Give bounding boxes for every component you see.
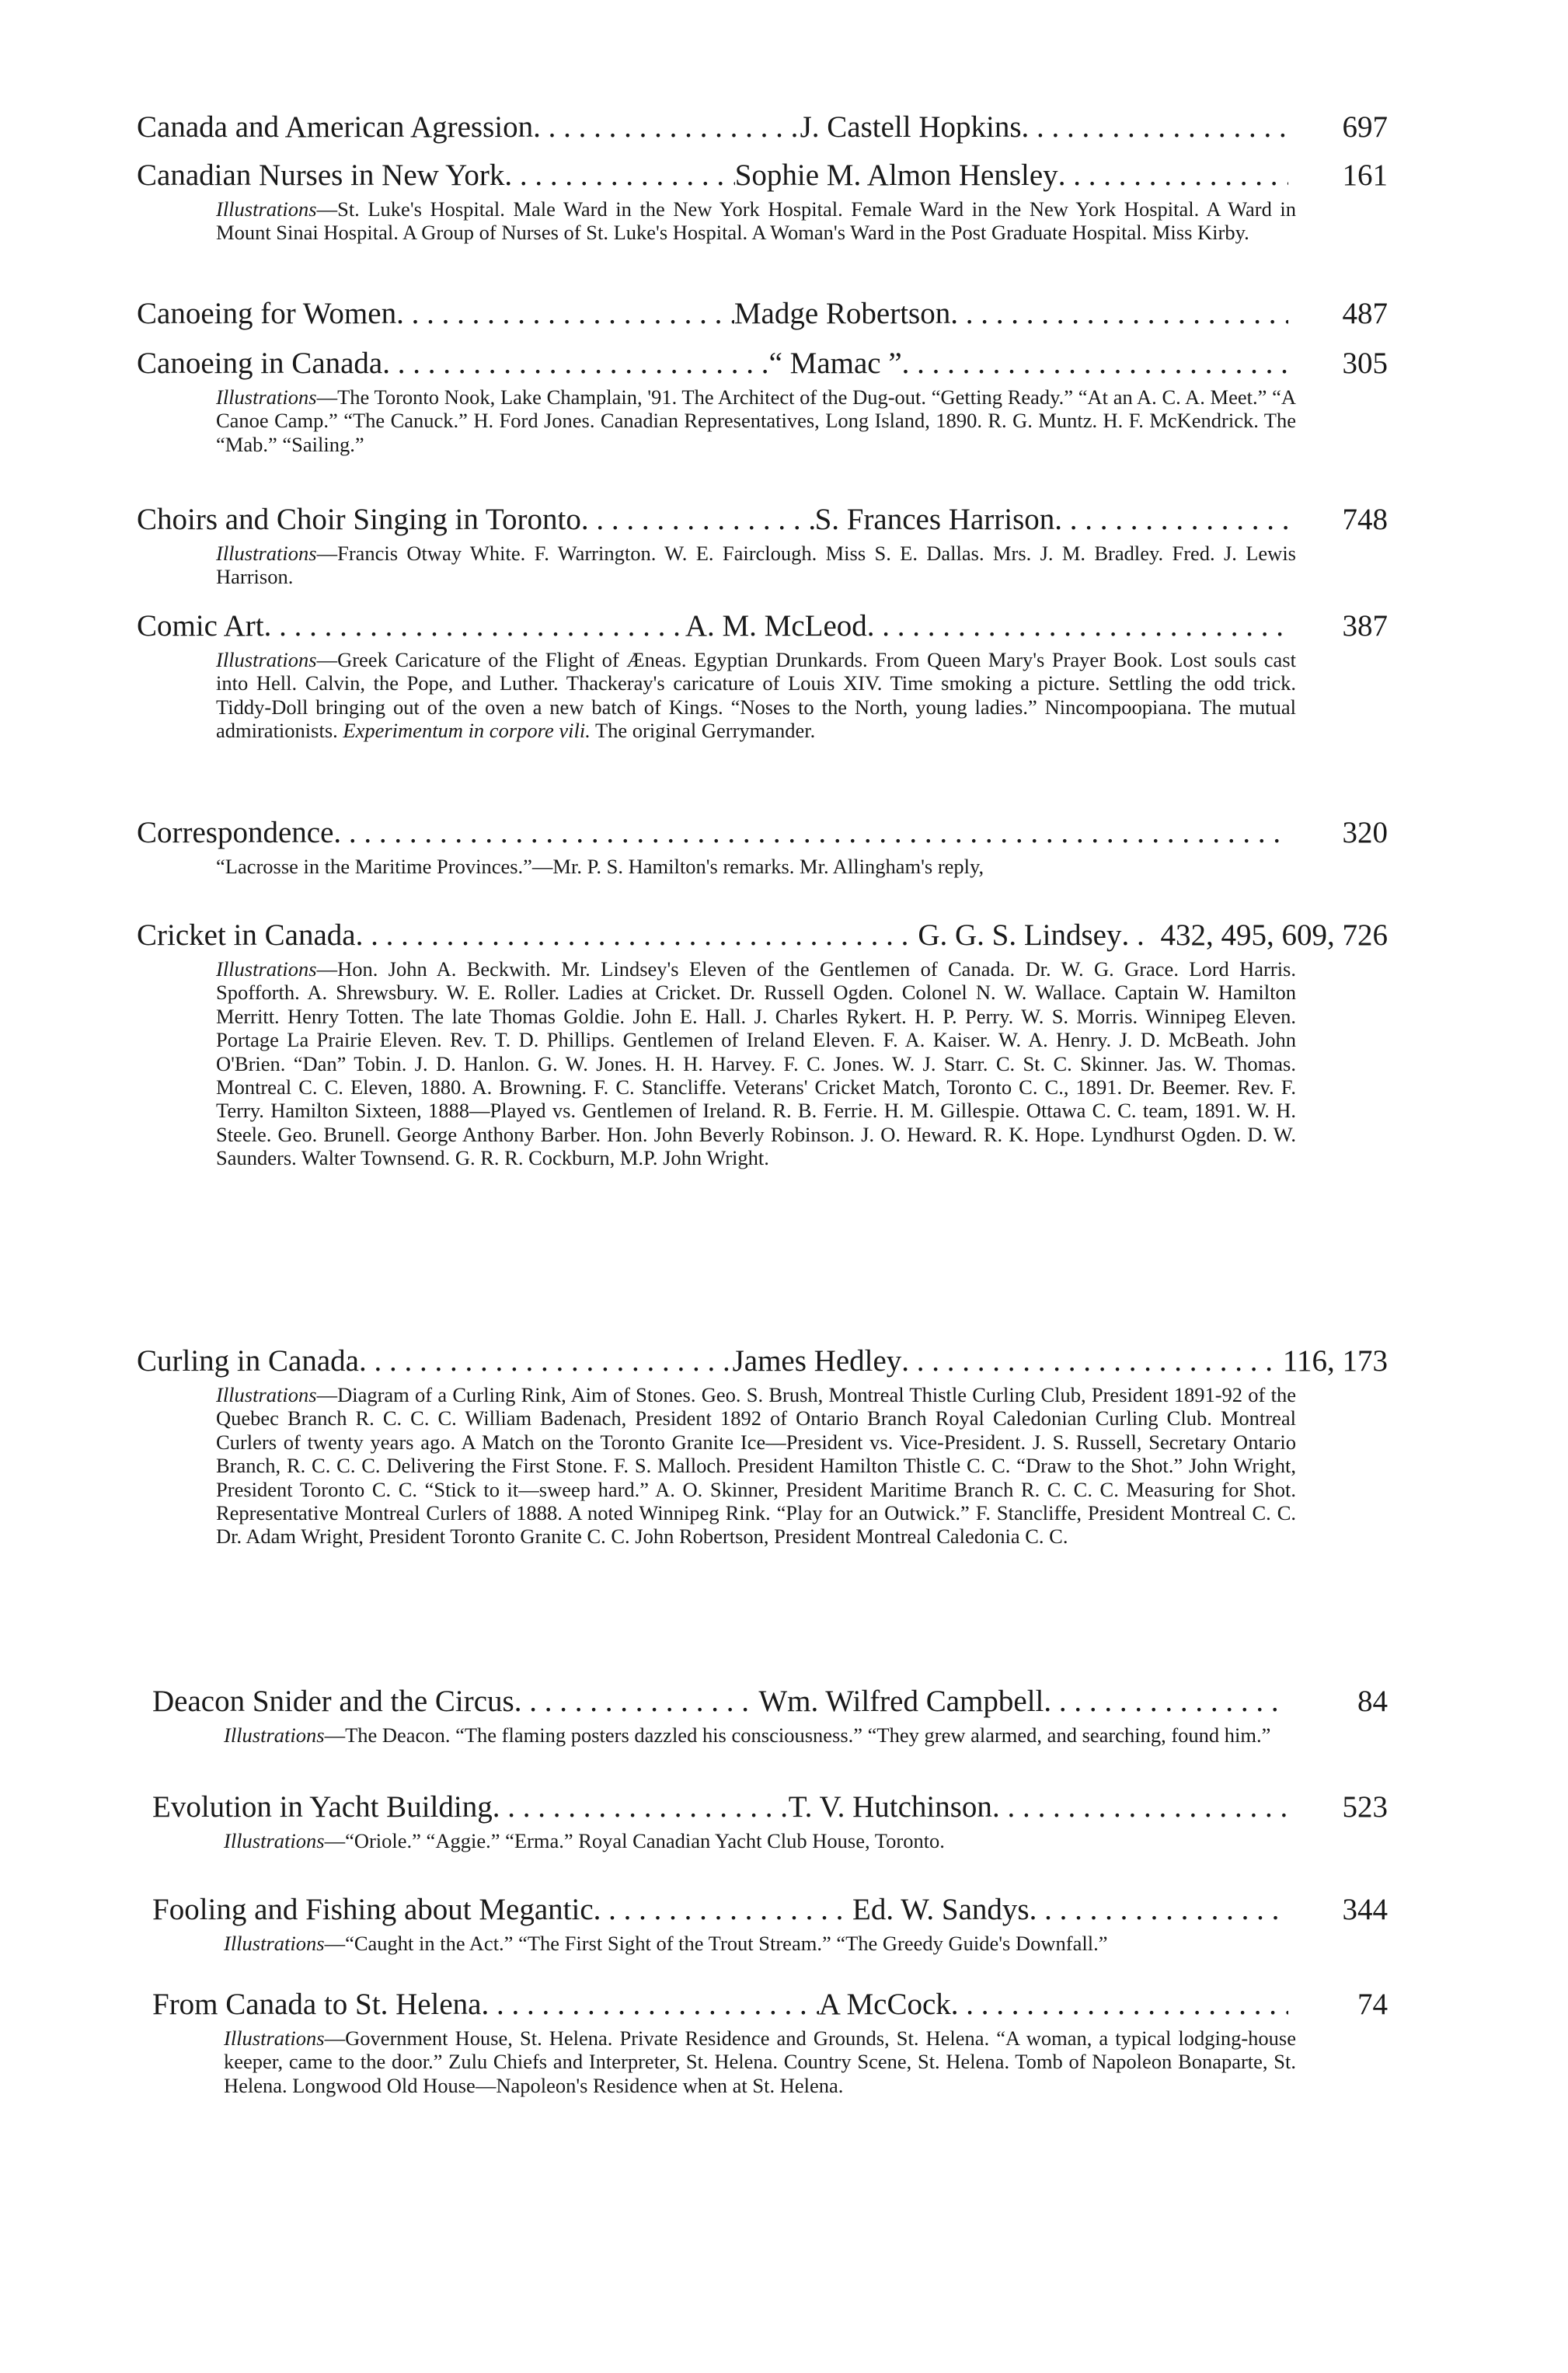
dot-leader — [992, 1789, 1288, 1826]
entry-author: Sophie M. Almon Hensley — [734, 159, 1058, 192]
em-dash: — — [316, 385, 338, 409]
entry-heading — [137, 608, 1388, 645]
dot-leader — [356, 917, 918, 954]
entry-heading — [152, 1789, 1388, 1826]
entry-heading — [137, 917, 1388, 954]
dot-leader — [581, 501, 815, 538]
entry-title: Fooling and Fishing about Megantic — [152, 1893, 594, 1926]
entry-author: T. V. Hutchinson — [788, 1790, 992, 1824]
illustrations-list — [224, 1829, 1388, 1852]
entry-author: Ed. W. Sandys — [852, 1893, 1030, 1926]
entry-title: Canada and American Agression — [137, 110, 534, 144]
index-entry — [152, 1891, 1388, 1955]
dot-leader — [482, 1986, 819, 2023]
entry-author: Madge Robertson — [733, 297, 951, 330]
dot-leader — [264, 608, 685, 645]
illustrations-list — [216, 1383, 1388, 1549]
illustrations-list — [216, 385, 1388, 456]
illustrations-text: “Caught in the Act.” “The First Sight of the Trout Stream.” “The Greedy Guide's Downfall.” — [345, 1932, 1108, 1955]
dot-leader — [902, 345, 1288, 382]
entry-author: S. Frances Harrison — [814, 503, 1055, 536]
em-dash: — — [316, 197, 338, 221]
index-entry — [137, 345, 1388, 456]
illustrations-text: “Oriole.” “Aggie.” “Erma.” Royal Canadian Yacht Club House, Toronto. — [345, 1829, 945, 1852]
entry-author: G. G. S. Lindsey — [918, 918, 1122, 952]
illustrations-label: Illustrations — [224, 1723, 325, 1747]
dot-leader — [493, 1789, 789, 1826]
entry-page: 84 — [1357, 1685, 1388, 1718]
dot-leader — [533, 109, 800, 146]
entry-title: Correspondence — [137, 816, 334, 849]
entry-title: Comic Art — [137, 609, 264, 643]
dot-leader — [950, 295, 1288, 333]
dot-leader — [1058, 157, 1288, 194]
entry-page: 161 — [1342, 159, 1388, 192]
illustrations-text: St. Luke's Hospital. Male Ward in the New York Hospital. Female Ward in the New York Hospital. A Ward in Mount Sinai Hospital. A Group of Nurses of St. Luke's Hospital. A Woman's Ward in the Post Graduate Hospital. Miss Kirby. — [216, 197, 1296, 245]
entry-title: Canoeing in Canada — [137, 347, 383, 380]
dot-leader — [951, 1986, 1288, 2023]
entry-page: 344 — [1342, 1893, 1388, 1926]
illustrations-text-end: The original Gerrymander. — [594, 719, 816, 743]
entry-heading — [137, 814, 1388, 852]
illustrations-list — [224, 2026, 1388, 2097]
index-entry — [152, 1789, 1388, 1852]
illustrations-label: Illustrations — [216, 648, 317, 671]
entry-title: Canadian Nurses in New York — [137, 159, 505, 192]
dot-leader — [1022, 109, 1288, 146]
entry-author: A McCock — [818, 1988, 951, 2021]
entry-author: J. Castell Hopkins — [800, 110, 1022, 144]
em-dash: — — [316, 957, 338, 981]
em-dash: — — [316, 542, 338, 565]
illustrations-list — [216, 648, 1388, 743]
illustrations-list — [224, 1932, 1388, 1955]
entry-author: “ Mamac ” — [768, 347, 902, 380]
entry-page: 697 — [1342, 110, 1388, 144]
illustrations-italic-phrase: Experimentum in corpore vili. — [343, 719, 591, 743]
index-entry — [137, 917, 1388, 1170]
dot-leader — [382, 345, 768, 382]
entry-page: 748 — [1342, 503, 1388, 536]
entry-heading — [137, 109, 1388, 146]
correspondence-note — [216, 855, 1388, 878]
illustrations-list — [224, 1723, 1388, 1747]
entry-title: Deacon Snider and the Circus — [152, 1685, 514, 1718]
entry-title: From Canada to St. Helena — [152, 1988, 482, 2021]
index-entry — [152, 1683, 1388, 1747]
index-entry — [137, 608, 1388, 743]
dot-leader — [594, 1891, 852, 1929]
index-entry — [137, 109, 1388, 146]
illustrations-text: Diagram of a Curling Rink, Aim of Stones. Geo. S. Brush, Montreal Thistle Curling Club, President 1891-92 of the Quebec Branch R. C. C. C. William Badenach, President 1892 of Ontario Branch Royal Caledonian Curling Club. Montreal Curlers of twenty years ago. A Match on the Toronto Granite Ice—President vs. Vice-President. J. S. Russell, Secretary Ontario Branch, R. C. C. C. Delivering the First Stone. F. S. Malloch. President Hamilton Thistle C. C. “Draw to the Shot.” John Wright, President Toronto C. C. “Stick to it—sweep hard.” A. O. Skinner, President Maritime Branch R. C. C. C. Measuring for Shot. Representative Montreal Curlers of 1888. A noted Winnipeg Rink. “Play for an Outwick.” F. Stancliffe, President Montreal C. C. Dr. Adam Wright, President Toronto Granite C. C. John Robertson, President Montreal Caledonia C. C. — [216, 1383, 1296, 1549]
dot-leader — [333, 814, 1288, 852]
dot-leader — [1030, 1891, 1288, 1929]
em-dash: — — [324, 1829, 346, 1852]
entry-page: 305 — [1342, 347, 1388, 380]
illustrations-label: Illustrations — [224, 1829, 325, 1852]
index-entry — [137, 1343, 1388, 1549]
entry-page: 432, 495, 609, 726 — [1160, 918, 1388, 952]
dot-leader — [359, 1343, 733, 1380]
entry-page: 320 — [1342, 816, 1388, 849]
illustrations-text: Hon. John A. Beckwith. Mr. Lindsey's Eleven of the Gentlemen of Canada. Dr. W. G. Grace. Lord Harris. Spofforth. A. Shrewsbury. W. E. Roller. Ladies at Cricket. Dr. Russell Ogden. Colonel N. W. Wallace. Captain W. Hamilton Merritt. Henry Totten. The late Thomas Goldie. John E. Hall. J. Charles Rykert. H. P. Perry. W. S. Morris. Winnipeg Eleven. Portage La Prairie Eleven. Rev. T. D. Phillips. Gentlemen of Ireland Eleven. F. A. Kaiser. W. A. Henry. J. D. McBeath. John O'Brien. “Dan” Tobin. J. D. Hanlon. G. W. Jones. H. H. Harvey. F. C. Jones. W. J. Starr. C. St. C. Skinner. Jas. W. Thomas. Montreal C. C. Eleven, 1880. A. Browning. F. C. Stancliffe. Veterans' Cricket Match, Toronto C. C., 1891. Dr. Beemer. Rev. F. Terry. Hamilton Sixteen, 1888—Played vs. Gentlemen of Ireland. R. B. Ferrie. H. M. Gillespie. Ottawa C. C. team, 1891. W. H. Steele. Geo. Brunell. George Anthony Barber. Hon. John Beverly Robinson. J. O. Heward. R. K. Hope. Lyndhurst Ogden. D. W. Saunders. Walter Townsend. G. R. R. Cockburn, M.P. John Wright. — [216, 957, 1296, 1170]
illustrations-label: Illustrations — [216, 542, 317, 565]
dot-leader — [1044, 1683, 1288, 1720]
entry-page: 116, 173 — [1282, 1344, 1388, 1378]
entry-author: Wm. Wilfred Campbell — [758, 1685, 1044, 1718]
illustrations-label: Illustrations — [216, 1383, 317, 1406]
entry-page: 523 — [1342, 1790, 1388, 1824]
illustrations-text: Francis Otway White. F. Warrington. W. E. Fairclough. Miss S. E. Dallas. Mrs. J. M. Bradley. Fred. J. Lewis Harrison. — [216, 542, 1296, 589]
index-entry — [137, 157, 1388, 245]
entry-page: 387 — [1342, 609, 1388, 643]
dot-leader — [396, 295, 734, 333]
illustrations-label: Illustrations — [216, 385, 317, 409]
dot-leader — [514, 1683, 759, 1720]
entry-title: Evolution in Yacht Building — [152, 1790, 493, 1824]
dot-leader — [504, 157, 734, 194]
entry-author: A. M. McLeod — [685, 609, 867, 643]
entry-heading — [137, 157, 1388, 194]
em-dash: — — [316, 648, 338, 671]
entry-title: Cricket in Canada — [137, 918, 356, 952]
em-dash: — — [324, 1932, 346, 1955]
entry-page: 487 — [1342, 297, 1388, 330]
entry-heading — [137, 1343, 1388, 1380]
index-entry — [152, 1986, 1388, 2097]
entry-page: 74 — [1357, 1988, 1388, 2021]
entry-heading — [137, 501, 1388, 538]
illustrations-label: Illustrations — [216, 957, 317, 981]
dot-leader — [867, 608, 1288, 645]
entry-title: Choirs and Choir Singing in Toronto — [137, 503, 581, 536]
em-dash: — — [316, 1383, 338, 1406]
index-entry — [137, 501, 1388, 589]
entry-heading — [137, 295, 1388, 333]
em-dash: — — [324, 2026, 346, 2050]
entry-heading — [152, 1683, 1388, 1720]
index-entry — [137, 295, 1388, 333]
illustrations-text: Government House, St. Helena. Private Residence and Grounds, St. Helena. “A woman, a typical lodging-house keeper, came to the door.” Zulu Chiefs and Interpreter, St. Helena. Country Scene, St. Helena. Tomb of Napoleon Bonaparte, St. Helena. Longwood Old House—Napoleon's Residence when at St. Helena. — [224, 2026, 1296, 2097]
illustrations-label: Illustrations — [224, 1932, 325, 1955]
illustrations-list — [216, 197, 1388, 245]
index-entry — [137, 814, 1388, 878]
illustrations-text: Greek Caricature of the Flight of Æneas. Egyptian Drunkards. From Queen Mary's Prayer Book. Lost souls cast into Hell. Calvin, the Pope, and Luther. Thackeray's caricature of Louis XIV. Time smoking a picture. Settling the odd trick. Tiddy-Doll bringing out of the oven a new batch of Kings. “Noses to the North, young ladies.” Nincompoopiana. The mutual admirationists. — [216, 648, 1296, 743]
illustrations-text: The Toronto Nook, Lake Champlain, '91. The Architect of the Dug-out. “Getting Ready.” “At an A. C. A. Meet.” “A Canoe Camp.” “The Canuck.” H. Ford Jones. Canadian Representatives, Long Island, 1890. R. G. Muntz. H. F. McKendrick. The “Mab.” “Sailing.” — [216, 385, 1296, 456]
em-dash: — — [324, 1723, 346, 1747]
illustrations-list — [216, 957, 1388, 1170]
entry-title: Canoeing for Women — [137, 297, 397, 330]
illustrations-list — [216, 542, 1388, 589]
correspondence-text: “Lacrosse in the Maritime Provinces.”—Mr. P. S. Hamilton's remarks. Mr. Allingham's reply, — [216, 855, 984, 878]
illustrations-label: Illustrations — [216, 197, 317, 221]
dot-leader — [901, 1343, 1275, 1380]
illustrations-label: Illustrations — [224, 2026, 325, 2050]
entry-heading — [137, 345, 1388, 382]
entry-heading — [152, 1891, 1388, 1929]
illustrations-text: The Deacon. “The flaming posters dazzled his consciousness.” “They grew alarmed, and searching, found him.” — [345, 1723, 1271, 1747]
entry-title: Curling in Canada — [137, 1344, 359, 1378]
entry-author: James Hedley — [732, 1344, 902, 1378]
dot-leader — [1122, 917, 1153, 954]
dot-leader — [1054, 501, 1288, 538]
entry-heading — [152, 1986, 1388, 2023]
